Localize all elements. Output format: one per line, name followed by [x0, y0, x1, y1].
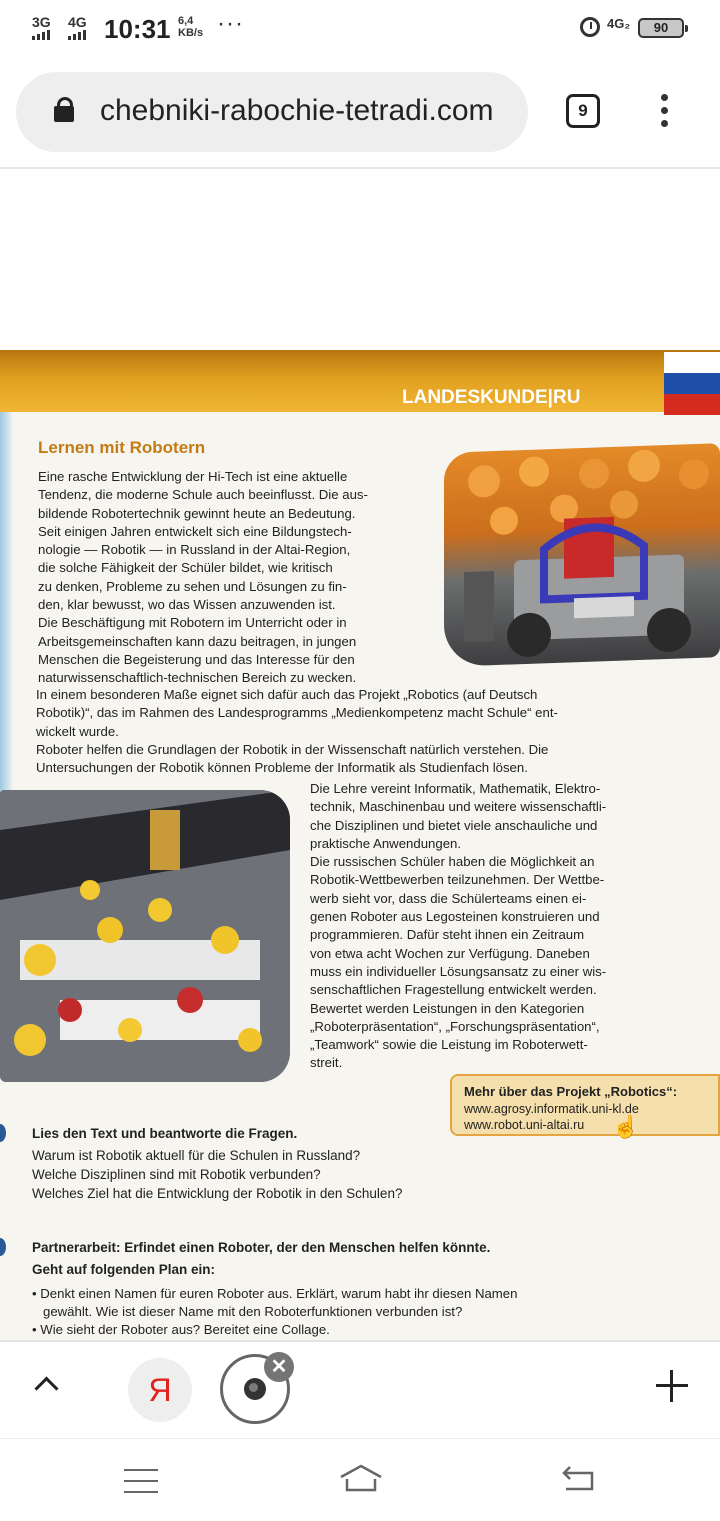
task2-bullet-1: • Denkt einen Namen für euren Roboter aus. Erklärt, warum habt ihr diesen Namen: [32, 1286, 518, 1301]
pointer-hand-icon: ☝: [612, 1114, 640, 1139]
network-3g: 3G: [32, 14, 51, 30]
clock: 10:31: [104, 14, 171, 44]
task1-question-3: Welches Ziel hat die Entwicklung der Robotik in den Schulen?: [32, 1186, 403, 1201]
task1-heading: Lies den Text und beantworte die Fragen.: [32, 1126, 298, 1141]
network-4g: 4G: [68, 14, 87, 30]
textbook-page-image: [0, 350, 720, 1340]
task2-heading: Partnerarbeit: Erfindet einen Roboter, der den Menschen helfen könnte.: [32, 1240, 491, 1255]
task1-question-2: Welche Disziplinen sind mit Robotik verbunden?: [32, 1167, 321, 1182]
task2-bullet-2: • Wie sieht der Roboter aus? Bereitet eine Collage.: [32, 1322, 330, 1337]
net-speed-value: 6,4: [178, 15, 194, 27]
flag-stripe-white: [664, 352, 720, 373]
task2-subheading: Geht auf folgenden Plan ein:: [32, 1262, 216, 1277]
paragraph-intro: Eine rasche Entwicklung der Hi-Tech ist eine aktuelle Tendenz, die moderne Schule auch beeinflusst. Die aus- bildende Robotertechnik gewinnt heute an Bedeutung. Seit einigen Jahren entwickelt sich eine Bildungstech- nologie — Robotik — in Russland in der Altai-Region, die solche Fähigkeit der Schüler bildet, wie kritisch zu denken, Probleme zu sehen und Lösungen zu fin- den, klar bewusst, wo das Wissen anzuwenden ist. Die Beschäftigung mit Robotern im Unterricht oder in Arbeitsgemeinschaften kann dazu beitragen, in jungen Menschen die Begeisterung und das Interesse für den naturwissenschaftlich-technischen Bereich zu wecken.: [38, 469, 368, 686]
signal-icon-2: [68, 30, 86, 40]
recent-apps-icon[interactable]: [124, 1469, 158, 1502]
lock-icon: [54, 106, 74, 122]
competition-photo: [0, 790, 290, 1082]
yandex-button[interactable]: Я: [128, 1358, 192, 1422]
chevron-up-icon[interactable]: [34, 1376, 58, 1400]
browser-menu-button[interactable]: [654, 94, 674, 134]
home-icon[interactable]: [338, 1463, 384, 1493]
task-marker-icon: [0, 1124, 6, 1142]
page-banner: [0, 350, 720, 412]
robot-illustration: [444, 443, 720, 667]
signal-icon-1: [32, 30, 50, 40]
net-speed: [178, 15, 203, 39]
globe-icon: [244, 1378, 266, 1400]
net-speed-unit: KB/s: [178, 27, 204, 39]
divider: [0, 167, 720, 169]
info-box-title: Mehr über das Projekt „Robotics“:: [464, 1084, 678, 1099]
close-icon[interactable]: ✕: [264, 1352, 294, 1382]
system-nav-bar: [0, 1438, 720, 1521]
competition-illustration: [0, 790, 290, 1082]
paragraph-disciplines: Die Lehre vereint Informatik, Mathematik, Elektro- technik, Maschinenbau und weitere wissenschaftli- che Disziplinen und bietet viele anschauliche und praktische Anwendungen. Die russischen Schüler haben die Möglichkeit an Robotik-Wettbewerben teilzunehmen. Der Wettbe- werb sieht vor, dass die Schülerteams einen ei- genen Roboter aus Legosteinen konstruieren und programmieren. Dafür steht ihnen ein Zeitraum von etwa acht Wochen zur Verfügung. Daneben muss ein individueller Lösungsansatz zu einer wis- senschaftlichen Fragestellung entwickelt werden. Bewertet werden Leistungen in den Kategorien „Roboterpräsentation“, „Forschungspräsentation“, „Teamwork“ sowie die Leistung im Roboterwett- streit.: [310, 781, 607, 1071]
url-text[interactable]: chebniki-rabochie-tetradi.com: [100, 94, 494, 127]
alarm-icon: [580, 17, 600, 37]
flag-stripe-blue: [664, 373, 720, 394]
flag-stripe-red: [664, 394, 720, 415]
task2-bullet-1-cont: gewählt. Wie ist dieser Name mit den Roboterfunktionen verbunden ist?: [32, 1304, 463, 1319]
article-title: Lernen mit Robotern: [38, 438, 206, 457]
task1-question-1: Warum ist Robotik aktuell für die Schulen in Russland?: [32, 1148, 361, 1163]
paragraph-project: In einem besonderen Maße eignet sich dafür auch das Projekt „Robotics (auf Deutsch Robotik)“, das im Rahmen des Landesprogramms „Medienkompetenz macht Schule“ ent- wickelt wurde. Roboter helfen die Grundlagen der Robotik in der Wissenschaft natürlich verstehen. Die Untersuchungen der Robotik können Probleme der Informatik als Studienfach lösen.: [36, 687, 558, 776]
new-tab-plus-icon[interactable]: [656, 1370, 688, 1402]
status-bar: [0, 0, 720, 56]
info-link-2[interactable]: www.robot.uni-altai.ru: [464, 1118, 585, 1132]
task-marker-icon: [0, 1238, 6, 1256]
browser-bottom-bar: [0, 1340, 720, 1438]
russian-flag-icon: [664, 352, 720, 416]
battery-indicator: 90: [638, 18, 684, 38]
more-notifications-icon: ···: [217, 10, 244, 37]
robot-photo: [444, 443, 720, 667]
network-4g-sim2: 4G₂: [607, 16, 631, 31]
address-bar[interactable]: [16, 72, 528, 152]
banner-title: LANDESKUNDE|RU: [402, 387, 581, 408]
tab-switcher-button[interactable]: 9: [566, 94, 600, 128]
info-box: [450, 1074, 720, 1136]
info-link-1[interactable]: www.agrosy.informatik.uni-kl.de: [464, 1102, 639, 1116]
back-icon[interactable]: [560, 1465, 598, 1493]
